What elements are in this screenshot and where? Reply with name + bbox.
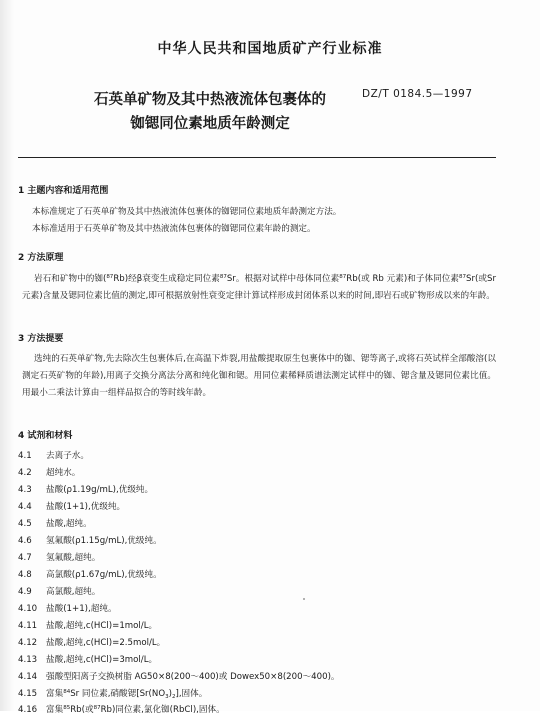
- isotope-mass: 87: [339, 274, 347, 280]
- reagent-text: 盐酸(1+1),优级纯。: [46, 502, 126, 512]
- reagent-number: 4.8: [18, 570, 32, 580]
- reagent-number: 4.10: [18, 604, 38, 614]
- header-divider: [18, 157, 496, 158]
- reagent-item: [18, 500, 125, 512]
- reagent-item: [18, 534, 162, 546]
- reagent-number: 4.13: [18, 655, 38, 665]
- section-1-heading: 1 主题内容和适用范围: [18, 186, 109, 196]
- reagent-item: [18, 483, 153, 495]
- reagent-item: [18, 585, 100, 597]
- reagent-number: 4.12: [18, 638, 38, 648]
- reagent-item: [18, 602, 117, 614]
- section-1-body: [32, 204, 496, 238]
- document-title: [60, 88, 360, 136]
- reagent-text: 盐酸(ρ1.19g/mL),优级纯。: [46, 485, 154, 495]
- reagent-number: 4.7: [18, 553, 32, 563]
- reagent-item: [18, 449, 89, 461]
- reagent-number: 4.2: [18, 468, 32, 478]
- section-3-body: 选纯的石英单矿物,先去除次生包裹体后,在高温下炸裂,用盐酸提取原生包裹体中的铷、锶等离子,或将石英试样全部酸溶(以测定石英矿物的年龄),用离子交换分离法分离和纯化铷和锶。用同位素稀释质谱法测定试样中的铷、锶含量及锶同位素比值。用最小二乘法计算由一组样品拟合的等时线年龄。: [22, 354, 496, 398]
- reagent-item: [18, 687, 207, 699]
- reagent-text: 富集: [46, 705, 64, 715]
- section-2-text: Sr。根据对试样中母体同位素: [226, 274, 340, 284]
- reagent-text: 高氯酸,超纯。: [46, 587, 101, 597]
- reagent-item: [18, 619, 157, 631]
- reagent-text: 高氯酸(ρ1.67g/mL),优级纯。: [46, 570, 162, 580]
- reagent-text: 超纯水。: [46, 468, 81, 478]
- section-2-text: Sr(或Sr 元素)含量及锶同位素比值的测定,即可根据放射性衰变定律计算试样形成封闭体系以来的时间,即岩石或矿物形成以来的年龄。: [22, 274, 496, 301]
- isotope-mass: 85: [63, 705, 71, 711]
- reagent-item: [18, 670, 340, 682]
- reagent-number: 4.1: [18, 451, 32, 461]
- issuing-agency: 中华人民共和国地质矿产行业标准: [157, 41, 383, 57]
- isotope-mass: 87: [219, 274, 227, 280]
- section-2-text: 岩石和矿物中的铷(: [34, 274, 107, 284]
- section-2-heading: 2 方法原理: [18, 253, 64, 263]
- reagent-number: 4.14: [18, 672, 38, 682]
- formula-subscript: 3: [165, 694, 169, 700]
- reagent-item: [18, 653, 157, 665]
- section-2-text: Rb(或 Rb 元素)和子体同位素: [346, 274, 459, 284]
- isotope-mass: 87: [106, 274, 114, 280]
- reagent-text: 盐酸(1+1),超纯。: [46, 604, 117, 614]
- title-line-1: 石英单矿物及其中热液流体包裹体的: [94, 92, 326, 108]
- isotope-mass: 84: [63, 689, 71, 695]
- reagent-number: 4.16: [18, 705, 38, 715]
- reagent-text: Rb)同位素,氯化铷(RbCl),固体。: [100, 705, 225, 715]
- reagent-text: 氢氟酸(ρ1.15g/mL),优级纯。: [46, 536, 162, 546]
- section-1-line-2: 本标准适用于石英单矿物及其中热液流体包裹体的铷锶同位素年龄的测定。: [32, 224, 316, 234]
- section-1-line-1: 本标准规定了石英单矿物及其中热液流体包裹体的铷锶同位素地质年龄测定方法。: [32, 207, 342, 217]
- reagent-text: 盐酸,超纯,c(HCl)=3mol/L。: [46, 655, 158, 665]
- scan-speck: [303, 598, 305, 600]
- reagent-item: [18, 517, 92, 529]
- scan-shadow: [0, 0, 14, 711]
- reagent-text: Sr 同位素,硝酸锶[Sr(NO: [70, 689, 166, 699]
- formula-subscript: 2: [171, 694, 176, 700]
- reagent-number: 4.5: [18, 519, 32, 529]
- title-line-2: 铷锶同位素地质年龄测定: [130, 116, 290, 132]
- reagent-item: [18, 551, 100, 563]
- reagent-number: 4.4: [18, 502, 32, 512]
- reagent-number: 4.9: [18, 587, 32, 597]
- reagent-item: [18, 466, 80, 478]
- reagent-text: ): [168, 689, 172, 699]
- reagent-item: [18, 703, 225, 715]
- reagent-text: 盐酸,超纯。: [46, 519, 92, 529]
- section-2-text: Rb)经β衰变生成稳定同位素: [113, 274, 220, 284]
- section-3-heading: 3 方法提要: [18, 334, 64, 344]
- reagent-text: 富集: [46, 689, 64, 699]
- reagent-item: [18, 636, 165, 648]
- standard-code: DZ/T 0184.5—1997: [362, 88, 473, 100]
- reagent-number: 4.11: [18, 621, 38, 631]
- reagent-text: 氢氟酸,超纯。: [46, 553, 101, 563]
- reagent-text: 盐酸,超纯,c(HCl)=2.5mol/L。: [46, 638, 166, 648]
- reagent-text: Rb(或: [70, 705, 94, 715]
- section-4-heading: 4 试剂和材料: [18, 431, 73, 441]
- reagent-text: 去离子水。: [46, 451, 89, 461]
- reagent-number: 4.6: [18, 536, 32, 546]
- reagent-text: 强酸型阳离子交换树脂 AG50×8(200～400)或 Dowex50×8(200～400)。: [46, 672, 340, 682]
- section-2-body: [22, 271, 496, 305]
- isotope-mass: 87: [459, 274, 466, 280]
- reagent-item: [18, 568, 162, 580]
- reagent-number: 4.15: [18, 689, 38, 699]
- reagent-text: ],固体。: [175, 689, 208, 699]
- reagent-number: 4.3: [18, 485, 32, 495]
- reagent-text: 盐酸,超纯,c(HCl)=1mol/L。: [46, 621, 158, 631]
- isotope-mass: 87: [93, 705, 101, 711]
